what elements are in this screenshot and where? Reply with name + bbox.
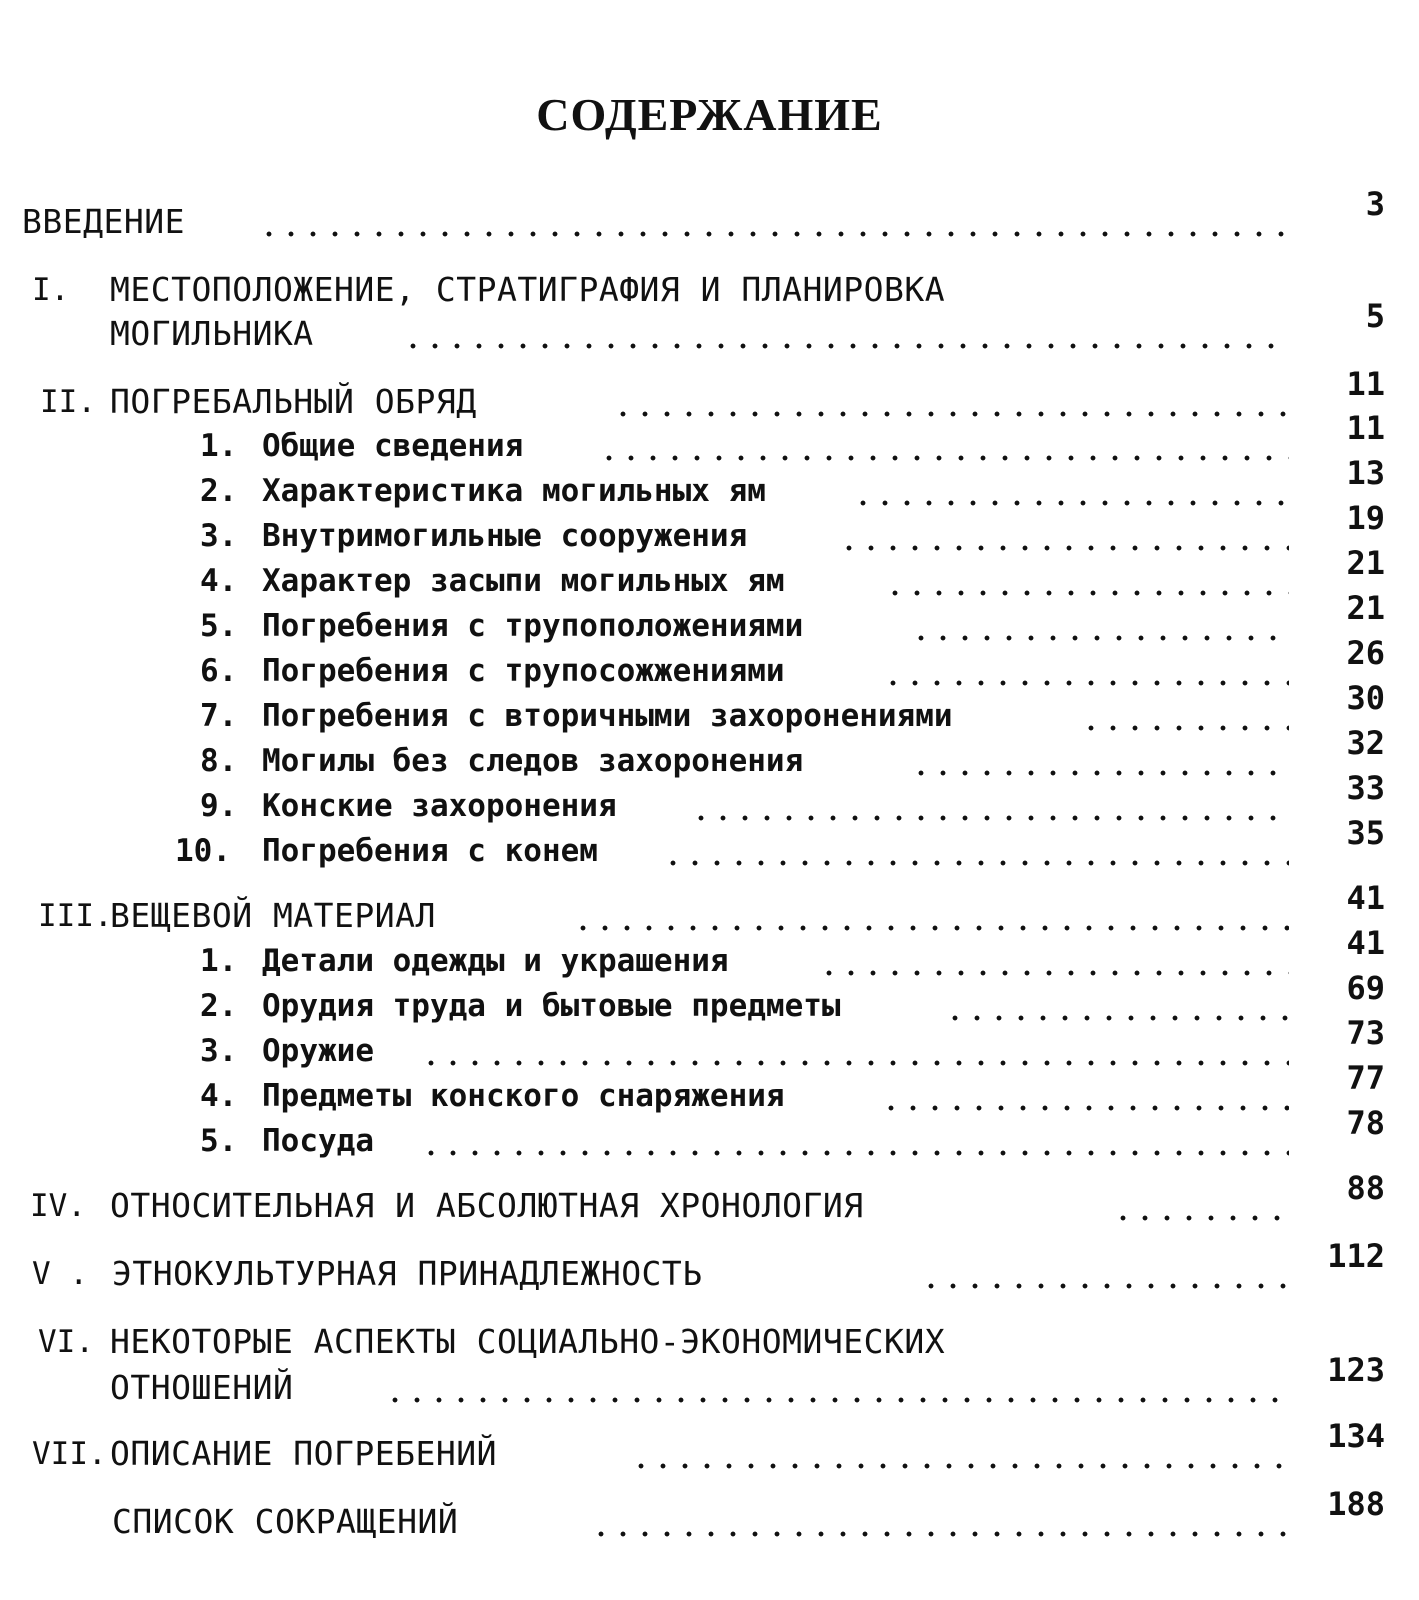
toc-page-number: 21 [1346, 589, 1385, 627]
toc-subentry-number: 5. [200, 1123, 238, 1159]
toc-subentry-3-3[interactable] [0, 1014, 1419, 1073]
toc-dot-leader [384, 1396, 1289, 1404]
toc-entry-chapter-6-continued[interactable] [0, 1351, 1419, 1410]
toc-subentry-2-4[interactable] [0, 544, 1419, 603]
toc-subentry-label: Орудия труда и бытовые предметы [262, 988, 841, 1024]
toc-dot-leader [402, 342, 1289, 350]
toc-entry-number: II. [40, 384, 96, 420]
toc-subentry-number: 10. [175, 833, 231, 869]
toc-entry-chapter-3[interactable] [0, 879, 1419, 938]
toc-page-number: 26 [1346, 634, 1385, 672]
toc-dot-leader [1112, 1214, 1289, 1222]
toc-page-number: 33 [1346, 769, 1385, 807]
toc-entry-label: ОТНОСИТЕЛЬНАЯ И АБСОЛЮТНАЯ ХРОНОЛОГИЯ [110, 1186, 864, 1225]
toc-subentry-number: 2. [200, 988, 238, 1024]
toc-entry-chapter-5[interactable] [0, 1237, 1419, 1296]
toc-subentry-number: 2. [200, 473, 238, 509]
toc-subentry-number: 4. [200, 563, 238, 599]
toc-subentry-label: Общие сведения [262, 428, 524, 464]
toc-entry-number: III. [38, 898, 113, 934]
toc-page-number: 88 [1346, 1169, 1385, 1207]
toc-entry-chapter-2[interactable] [0, 365, 1419, 424]
toc-entry-chapter-1[interactable] [0, 268, 1419, 312]
toc-dot-leader [598, 454, 1289, 462]
toc-page-number: 134 [1327, 1417, 1385, 1455]
toc-subentry-3-2[interactable] [0, 969, 1419, 1028]
toc-subentry-number: 7. [200, 698, 238, 734]
toc-subentry-label: Погребения с вторичными захоронениями [262, 698, 953, 734]
toc-dot-leader [818, 969, 1289, 977]
toc-page-number: 188 [1327, 1485, 1385, 1523]
toc-subentry-label: Оружие [262, 1033, 374, 1069]
toc-subentry-number: 1. [200, 428, 238, 464]
toc-page-number: 11 [1346, 365, 1385, 403]
toc-subentry-number: 5. [200, 608, 238, 644]
toc-dot-leader [420, 1059, 1289, 1067]
toc-subentry-number: 3. [200, 518, 238, 554]
toc-subentry-label: Погребения с конем [262, 833, 598, 869]
toc-subentry-number: 1. [200, 943, 238, 979]
toc-page-number: 21 [1346, 544, 1385, 582]
toc-subentry-2-6[interactable] [0, 634, 1419, 693]
toc-subentry-label: Погребения с трупоположениями [262, 608, 804, 644]
toc-dot-leader [838, 544, 1289, 552]
toc-subentry-label: Посуда [262, 1123, 374, 1159]
toc-subentry-label: Детали одежды и украшения [262, 943, 729, 979]
toc-subentry-2-9[interactable] [0, 769, 1419, 828]
toc-entry-label: ВЕЩЕВОЙ МАТЕРИАЛ [110, 896, 436, 935]
toc-page-number: 69 [1346, 969, 1385, 1007]
toc-dot-leader [880, 1104, 1289, 1112]
toc-subentry-3-1[interactable] [0, 924, 1419, 983]
page-title: СОДЕРЖАНИЕ [536, 89, 883, 140]
toc-subentry-2-7[interactable] [0, 679, 1419, 738]
toc-entry-label: ЭТНОКУЛЬТУРНАЯ ПРИНАДЛЕЖНОСТЬ [112, 1254, 703, 1293]
toc-dot-leader [852, 499, 1289, 507]
toc-entry-label: ВВЕДЕНИЕ [22, 202, 185, 241]
toc-page-number: 35 [1346, 814, 1385, 852]
toc-entry-label: СПИСОК СОКРАЩЕНИЙ [112, 1502, 459, 1541]
toc-entry-chapter-7[interactable] [0, 1417, 1419, 1476]
toc-subentry-3-5[interactable] [0, 1104, 1419, 1163]
toc-page-number: 78 [1346, 1104, 1385, 1142]
toc-page-number: 19 [1346, 499, 1385, 537]
toc-subentry-label: Внутримогильные сооружения [262, 518, 748, 554]
toc-page-number: 3 [1365, 185, 1385, 223]
toc-subentry-label: Характеристика могильных ям [262, 473, 766, 509]
toc-dot-leader [590, 1530, 1289, 1538]
toc-dot-leader [944, 1014, 1289, 1022]
toc-subentry-number: 4. [200, 1078, 238, 1114]
toc-page-number: 32 [1346, 724, 1385, 762]
toc-dot-leader [910, 634, 1289, 642]
toc-dot-leader [572, 924, 1289, 932]
toc-dot-leader [420, 1149, 1289, 1157]
toc-page-number: 123 [1327, 1351, 1385, 1389]
toc-subentry-2-1[interactable] [0, 409, 1419, 468]
toc-subentry-label: Могилы без следов захоронения [262, 743, 804, 779]
toc-entry-label: МЕСТОПОЛОЖЕНИЕ, СТРАТИГРАФИЯ И ПЛАНИРОВКА [110, 270, 946, 309]
toc-entry-number: VI. [38, 1324, 94, 1360]
toc-subentry-2-8[interactable] [0, 724, 1419, 783]
toc-page-number: 77 [1346, 1059, 1385, 1097]
toc-page-number: 73 [1346, 1014, 1385, 1052]
toc-dot-leader [882, 679, 1289, 687]
toc-dot-leader [662, 859, 1289, 867]
toc-entry-number: VII. [32, 1436, 107, 1472]
toc-dot-leader [884, 589, 1289, 597]
toc-subentry-2-2[interactable] [0, 454, 1419, 513]
toc-page-number: 41 [1346, 924, 1385, 962]
toc-entry-label: ПОГРЕБАЛЬНЫЙ ОБРЯД [110, 382, 477, 421]
toc-entry-label-continued: МОГИЛЬНИКА [110, 314, 314, 353]
toc-dot-leader [920, 1282, 1289, 1290]
toc-page-number: 5 [1365, 297, 1385, 335]
toc-subentry-number: 3. [200, 1033, 238, 1069]
toc-page-number: 112 [1327, 1237, 1385, 1275]
toc-page-number: 13 [1346, 454, 1385, 492]
toc-dot-leader [612, 410, 1289, 418]
toc-subentry-label: Конские захоронения [262, 788, 617, 824]
toc-entry-chapter-1-continued[interactable] [0, 297, 1419, 356]
toc-subentry-2-3[interactable] [0, 499, 1419, 558]
toc-entry-number: V . [32, 1256, 88, 1292]
toc-subentry-2-10[interactable] [0, 814, 1419, 873]
toc-entry-label-continued: ОТНОШЕНИЙ [110, 1368, 294, 1407]
toc-dot-leader [910, 769, 1289, 777]
toc-subentry-3-4[interactable] [0, 1059, 1419, 1118]
toc-dot-leader [258, 230, 1289, 238]
toc-subentry-2-5[interactable] [0, 589, 1419, 648]
toc-dot-leader [630, 1462, 1289, 1470]
toc-dot-leader [1080, 724, 1289, 732]
toc-subentry-number: 8. [200, 743, 238, 779]
toc-entry-number: I. [32, 272, 70, 308]
toc-subentry-label: Предметы конского снаряжения [262, 1078, 785, 1114]
toc-page-number: 11 [1346, 409, 1385, 447]
toc-subentry-number: 9. [200, 788, 238, 824]
toc-page-number: 41 [1346, 879, 1385, 917]
toc-subentry-label: Характер засыпи могильных ям [262, 563, 785, 599]
toc-entry-chapter-6[interactable] [0, 1320, 1419, 1364]
toc-entry-chapter-4[interactable] [0, 1169, 1419, 1228]
toc-entry-label: НЕКОТОРЫЕ АСПЕКТЫ СОЦИАЛЬНО-ЭКОНОМИЧЕСКИХ [110, 1322, 946, 1361]
toc-entry-label: ОПИСАНИЕ ПОГРЕБЕНИЙ [110, 1434, 497, 1473]
toc-page-number: 30 [1346, 679, 1385, 717]
toc-subentry-number: 6. [200, 653, 238, 689]
toc-entry-introduction[interactable] [0, 185, 1419, 244]
toc-entry-number: IV. [30, 1188, 86, 1224]
toc-dot-leader [690, 814, 1289, 822]
toc-subentry-label: Погребения с трупосожжениями [262, 653, 785, 689]
toc-entry-abbreviations[interactable] [0, 1485, 1419, 1544]
